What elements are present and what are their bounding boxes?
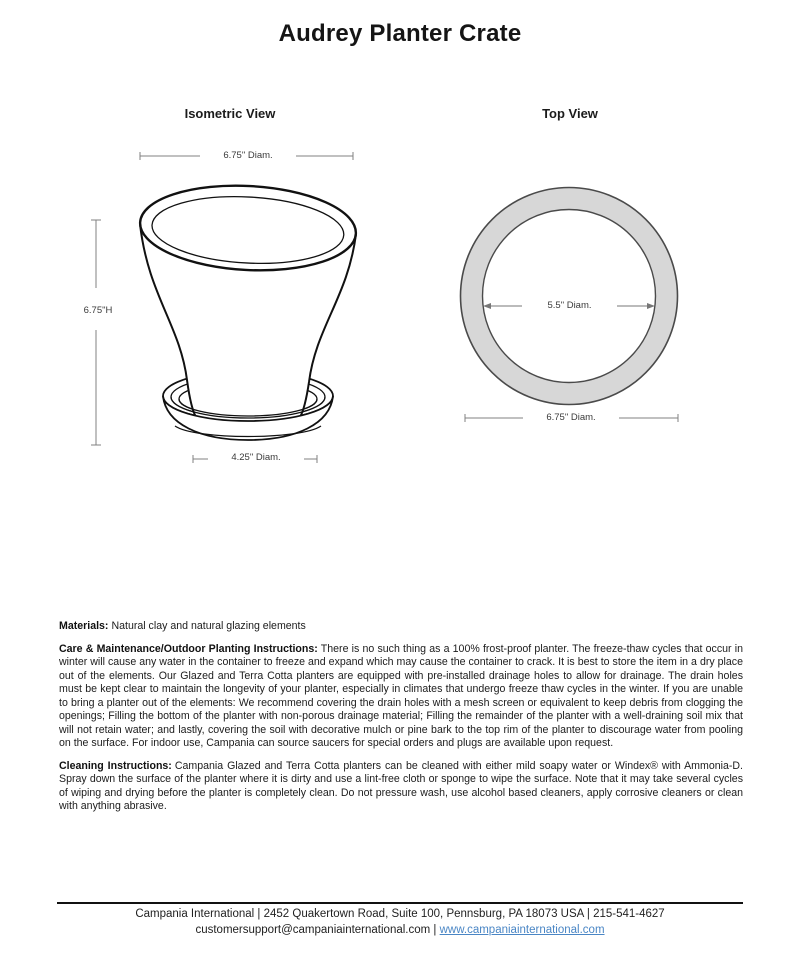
footer-email: customersupport@campaniainternational.com: [195, 924, 431, 936]
care-paragraph: [59, 643, 743, 751]
iso-height-dimension-line: [91, 220, 101, 445]
footer-contact: [0, 924, 800, 936]
care-text: There is no such thing as a 100% frost-proof planter. The freeze-thaw cycles that occur in winter will cause any water in the container to freeze and expand which may cause the container to crack. It is best to store the item in a dry place out of the elements. Our Glazed and Terra Cotta planters are equipped with pre-installed drainage holes to allow for drainage. The drain holes must be kept clear to maintain the longevity of your planter, especially in climates that undergo freeze thaw cycles in the winter. If you are unable to bring a planter out of the elements: We recommend covering the drain holes with a mesh screen or equivalent to keep debris from clogging the openings; Filling the bottom of the planter with non-porous drainage material; Filling the remainder of the planter with a well-draining soil mix that will not retain water; and lastly, covering the soil with decorative mulch or pine bark to the top rim of the planter to discourage water from pooling on the surface. For indoor use, Campania can source saucers for special orders and plugs are available upon request.: [59, 642, 743, 749]
text-block: [59, 620, 743, 823]
iso-bottom-diameter-label: 4.25" Diam.: [208, 452, 304, 463]
isometric-view-label: Isometric View: [184, 106, 276, 121]
footer-separator: |: [430, 924, 440, 936]
footer-website-link[interactable]: www.campaniainternational.com: [439, 924, 605, 936]
footer-address: Campania International | 2452 Quakertown Road, Suite 100, Pennsburg, PA 18073 USA | 215-541-4627: [135, 908, 665, 920]
materials-text: Natural clay and natural glazing elements: [111, 620, 306, 632]
footer-divider: [57, 902, 743, 904]
cleaning-paragraph: [59, 760, 743, 814]
page-title: Audrey Planter Crate: [278, 20, 522, 47]
iso-height-label: 6.75"H: [70, 305, 126, 316]
cleaning-label: Cleaning Instructions:: [59, 759, 172, 772]
materials-label: Materials:: [59, 620, 109, 632]
top-view-label: Top View: [542, 106, 598, 121]
iso-top-diameter-label: 6.75" Diam.: [200, 150, 296, 161]
top-inner-diameter-label: 5.5" Diam.: [522, 300, 617, 311]
care-label: Care & Maintenance/Outdoor Planting Instructions:: [59, 642, 318, 655]
planter-ring: [461, 188, 678, 405]
cleaning-text: Campania Glazed and Terra Cotta planters can be cleaned with either mild soapy water or Windex® with Ammonia-D. Spray down the surface of the planter where it is dirty and use a lint-free cloth or sponge to wipe the surface. Note that it may take several cycles of wiping and drying before the planter is completely clean. Do not pressure wash, use alcohol based cleaners, apply corrosive cleaners or clean with anything abrasive.: [59, 759, 743, 812]
top-outer-diameter-label: 6.75" Diam.: [523, 412, 619, 423]
materials-paragraph: [59, 620, 743, 634]
